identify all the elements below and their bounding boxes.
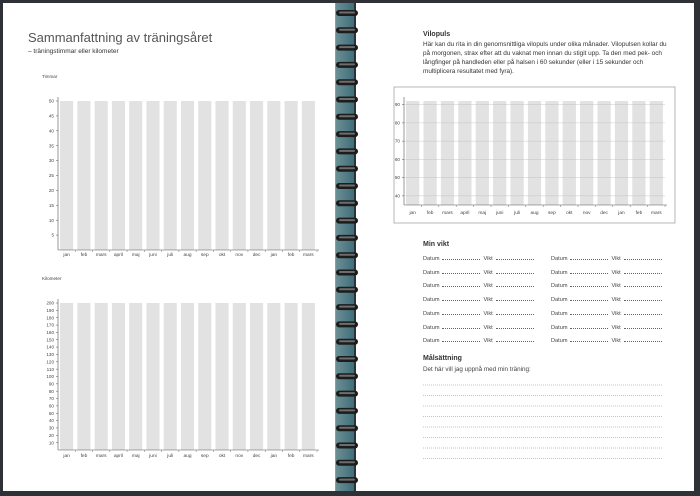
y-tick-label: 190 — [46, 307, 54, 313]
x-tick-label: maj — [478, 211, 487, 216]
x-tick-label: mars — [442, 211, 453, 216]
weight-label: Vikt — [483, 297, 493, 304]
x-tick-label: nov — [582, 211, 591, 216]
hours-axis-title: Timmar — [42, 74, 58, 79]
date-label: Datum — [423, 310, 440, 317]
x-tick-label: nov — [235, 253, 244, 258]
y-tick-label: 20 — [48, 188, 54, 193]
weight-label: Vikt — [611, 256, 621, 262]
x-tick-label: okt — [218, 253, 226, 258]
weight-label: Vikt — [611, 269, 621, 276]
y-tick-label: 140 — [46, 344, 54, 350]
y-tick-label: 35 — [48, 143, 54, 149]
x-tick-label: juli — [167, 454, 174, 459]
pulse-title: Vilopuls — [423, 31, 451, 38]
x-tick-label: jan — [63, 253, 70, 258]
x-tick-label: mars — [303, 253, 314, 258]
date-label: Datum — [551, 283, 568, 290]
y-tick-label: 110 — [46, 366, 54, 372]
x-tick-label: feb — [287, 454, 295, 459]
y-tick-label: 45 — [48, 113, 54, 119]
x-tick-label: aug — [183, 454, 192, 459]
x-tick-label: maj — [131, 253, 140, 258]
y-tick-label: 70 — [394, 138, 400, 144]
date-label: Datum — [551, 338, 568, 345]
weight-title: Min vikt — [423, 241, 450, 248]
x-tick-label: sep — [548, 211, 556, 216]
x-tick-label: okt — [566, 211, 573, 216]
y-tick-label: 150 — [46, 337, 54, 343]
y-tick-label: 200 — [46, 300, 54, 306]
x-tick-label: maj — [131, 454, 140, 459]
goal-title: Målsättning — [423, 355, 462, 362]
y-tick-label: 130 — [46, 352, 54, 358]
y-tick-label: 120 — [46, 359, 54, 365]
date-label: Datum — [551, 297, 568, 304]
y-tick-label: 50 — [48, 98, 54, 104]
y-tick-label: 30 — [48, 158, 54, 164]
x-tick-label: april — [113, 253, 123, 258]
page-title: Sammanfattning av träningsåret — [28, 30, 213, 45]
y-tick-label: 50 — [48, 410, 54, 416]
y-tick-label: 100 — [46, 374, 54, 380]
date-label: Datum — [551, 269, 568, 276]
y-tick-label: 30 — [48, 425, 54, 431]
x-tick-label: dec — [600, 211, 608, 216]
y-tick-label: 15 — [48, 202, 54, 208]
weight-label: Vikt — [611, 324, 621, 331]
x-tick-label: feb — [287, 253, 295, 258]
x-tick-label: juni — [149, 253, 157, 258]
x-tick-label: juni — [495, 211, 504, 216]
y-tick-label: 40 — [48, 418, 54, 424]
x-tick-label: jan — [409, 211, 416, 216]
x-tick-label: nov — [235, 454, 244, 459]
y-tick-label: 70 — [48, 396, 54, 402]
x-tick-label: dec — [252, 454, 261, 459]
y-tick-label: 10 — [48, 217, 54, 223]
y-tick-label: 10 — [48, 440, 54, 446]
x-tick-label: juli — [514, 211, 521, 216]
x-tick-label: okt — [218, 454, 226, 459]
y-tick-label: 80 — [394, 120, 400, 126]
x-tick-label: aug — [183, 253, 192, 258]
y-tick-label: 50 — [394, 175, 400, 181]
y-tick-label: 160 — [46, 330, 54, 335]
date-label: Datum — [423, 338, 440, 345]
x-tick-label: mars — [95, 454, 107, 459]
y-tick-label: 90 — [48, 381, 54, 387]
weight-label: Vikt — [483, 283, 493, 290]
weight-label: Vikt — [611, 310, 621, 317]
x-tick-label: mars — [303, 454, 314, 459]
y-tick-label: 5 — [51, 232, 54, 238]
weight-label: Vikt — [483, 338, 493, 345]
x-tick-label: feb — [80, 253, 88, 258]
x-tick-label: sep — [200, 454, 209, 459]
x-tick-label: jan — [63, 454, 70, 459]
weight-label: Vikt — [611, 283, 621, 290]
weight-label: Vikt — [483, 256, 493, 262]
pulse-description: Här kan du rita in din genomsnittliga vilopuls under olika månader. Vilopulsen kollar du på morgonen, strax efter att du vaknat men innan du stigit upp. Ta den med pek- och långfinger på handleden eller på halsen i 60 sekunder (eller i 15 sekunder och multiplicera resultatet med fyra). — [423, 41, 667, 75]
x-tick-label: jan — [618, 211, 625, 216]
weight-label: Vikt — [483, 324, 493, 331]
date-label: Datum — [551, 256, 568, 262]
date-label: Datum — [551, 310, 568, 317]
x-tick-label: mars — [650, 211, 662, 216]
date-label: Datum — [423, 269, 440, 276]
date-label: Datum — [551, 324, 568, 331]
weight-label: Vikt — [483, 310, 493, 317]
x-tick-label: aug — [530, 211, 539, 216]
y-tick-label: 40 — [48, 128, 54, 134]
y-tick-label: 180 — [46, 315, 54, 321]
y-tick-label: 170 — [46, 322, 54, 328]
weight-label: Vikt — [611, 338, 621, 345]
y-tick-label: 60 — [48, 403, 54, 409]
x-tick-label: feb — [426, 211, 434, 216]
y-tick-label: 80 — [48, 388, 54, 394]
x-tick-label: dec — [252, 253, 261, 258]
km-axis-title: Kilometer — [42, 276, 62, 281]
date-label: Datum — [423, 297, 440, 304]
x-tick-label: jan — [270, 454, 278, 459]
goal-prompt: Det här vill jag uppnå med min träning: — [423, 366, 531, 373]
page-subtitle: – träningstimmar eller kilometer — [28, 48, 119, 55]
x-tick-label: april — [460, 211, 470, 216]
x-tick-label: sep — [200, 253, 209, 258]
x-tick-label: april — [113, 454, 123, 459]
weight-label: Vikt — [611, 297, 621, 304]
y-tick-label: 90 — [394, 102, 400, 108]
weight-label: Vikt — [483, 269, 493, 276]
x-tick-label: feb — [80, 454, 88, 459]
date-label: Datum — [423, 256, 440, 262]
y-tick-label: 60 — [394, 156, 400, 162]
date-label: Datum — [423, 324, 440, 331]
x-tick-label: jan — [270, 253, 278, 258]
x-tick-label: juli — [167, 253, 174, 258]
y-tick-label: 25 — [48, 173, 54, 179]
x-tick-label: mars — [95, 253, 107, 258]
date-label: Datum — [423, 283, 440, 290]
x-tick-label: juni — [149, 454, 157, 459]
y-tick-label: 40 — [394, 193, 400, 199]
x-tick-label: feb — [635, 211, 643, 216]
y-tick-label: 20 — [48, 432, 54, 438]
